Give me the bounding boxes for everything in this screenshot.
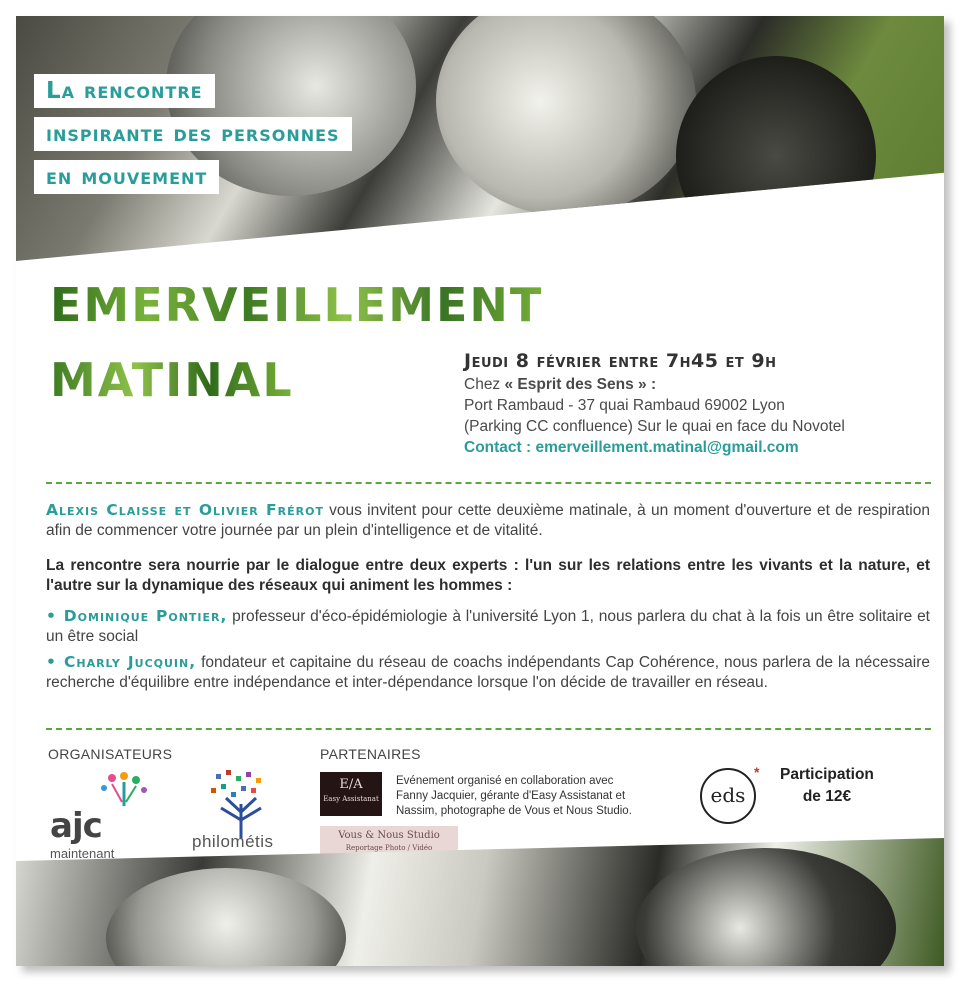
venue-name: « Esprit des Sens » — [504, 376, 647, 393]
eds-logo: eds — [700, 768, 756, 824]
partenaires-label: PARTENAIRES — [320, 746, 421, 762]
cat-body-shape — [106, 868, 346, 966]
event-address: Port Rambaud - 37 quai Rambaud 69002 Lyon — [464, 397, 785, 414]
flyer — [16, 16, 944, 966]
ea-logo-text: E/A — [339, 777, 363, 792]
event-contact-email[interactable]: Contact : emerveillement.matinal@gmail.com — [464, 439, 799, 456]
asterisk-icon: * — [754, 764, 760, 780]
event-venue — [464, 374, 934, 395]
vn-logo-sub: Reportage Photo / Vidéo — [345, 844, 433, 852]
intro-text: vous invitent pour cette deuxième matinale, à un moment d'ouverture et de respiration afin de commencer votre journée par un plein d'intelligence et de vitalité. — [46, 502, 930, 539]
vn-logo-text: Vous & Nous Studio — [338, 830, 440, 841]
partner-line: Fanny Jacquier, gérante d'Easy Assistanat et — [396, 790, 626, 802]
cat-body-shape — [636, 848, 896, 966]
partner-line: Nassim, photographe de Vous et Nous Studio. — [396, 805, 632, 817]
title-line-2: matinal — [50, 335, 294, 412]
tagline-line-2: inspirante des personnes — [34, 117, 352, 151]
bullet: • — [46, 653, 64, 671]
cat-head-shape — [436, 16, 696, 216]
expert-name: Dominique Pontier, — [63, 607, 228, 625]
tagline-line-1: La rencontre — [34, 74, 215, 108]
organisateurs-label: ORGANISATEURS — [48, 746, 173, 762]
expert-desc: fondateur et capitaine du réseau de coachs indépendants Cap Cohérence, nous parlera de la nécessaire recherche d'équilibre entre indépendance et inter-dépendance lorsque l'on décide de travailler en réseau. — [46, 654, 930, 691]
ajc-name: ajc — [50, 806, 102, 846]
title-line-1: emerveillement — [50, 260, 544, 337]
ajc-subtitle: maintenant — [50, 846, 115, 861]
bullet: • — [46, 607, 64, 625]
expert-item — [46, 606, 930, 647]
ajc-logo — [50, 778, 160, 861]
partner-description — [396, 774, 632, 819]
intro-paragraph — [46, 500, 930, 541]
ea-logo-sub: Easy Assistanat — [323, 795, 379, 803]
dashed-divider — [46, 482, 931, 484]
event-details — [464, 350, 934, 457]
tagline-line-3: en mouvement — [34, 160, 219, 194]
tree-icon — [196, 768, 286, 838]
hosts-names: Alexis Claisse et Olivier Frérot — [46, 501, 324, 519]
venue-prefix: Chez — [464, 376, 505, 393]
participation-label: Participation — [780, 766, 874, 783]
partner-line: Evénement organisé en collaboration avec — [396, 775, 614, 787]
expert-item — [46, 652, 930, 693]
expert-name: Charly Jucquin, — [63, 653, 197, 671]
dashed-divider — [46, 728, 931, 730]
expert-desc: professeur d'éco-épidémiologie à l'université Lyon 1, nous parlera du chat à la fois un être solitaire et un être social — [46, 608, 930, 645]
cat-head-shape — [676, 56, 876, 256]
easy-assistanat-logo — [320, 772, 382, 816]
event-date: Jeudi 8 février entre 7h45 et 9h — [464, 350, 777, 372]
event-parking: (Parking CC confluence) Sur le quai en face du Novotel — [464, 418, 845, 435]
philometis-name: philométis — [192, 832, 274, 851]
experts-intro: La rencontre sera nourrie par le dialogue entre deux experts : l'un sur les relations entre les vivants et la nature, et l'autre sur la dynamique des réseaux qui animent les hommes : — [46, 557, 930, 594]
participation-price — [780, 764, 874, 808]
participation-amount: de 12€ — [802, 788, 852, 805]
venue-suffix: : — [646, 376, 657, 393]
